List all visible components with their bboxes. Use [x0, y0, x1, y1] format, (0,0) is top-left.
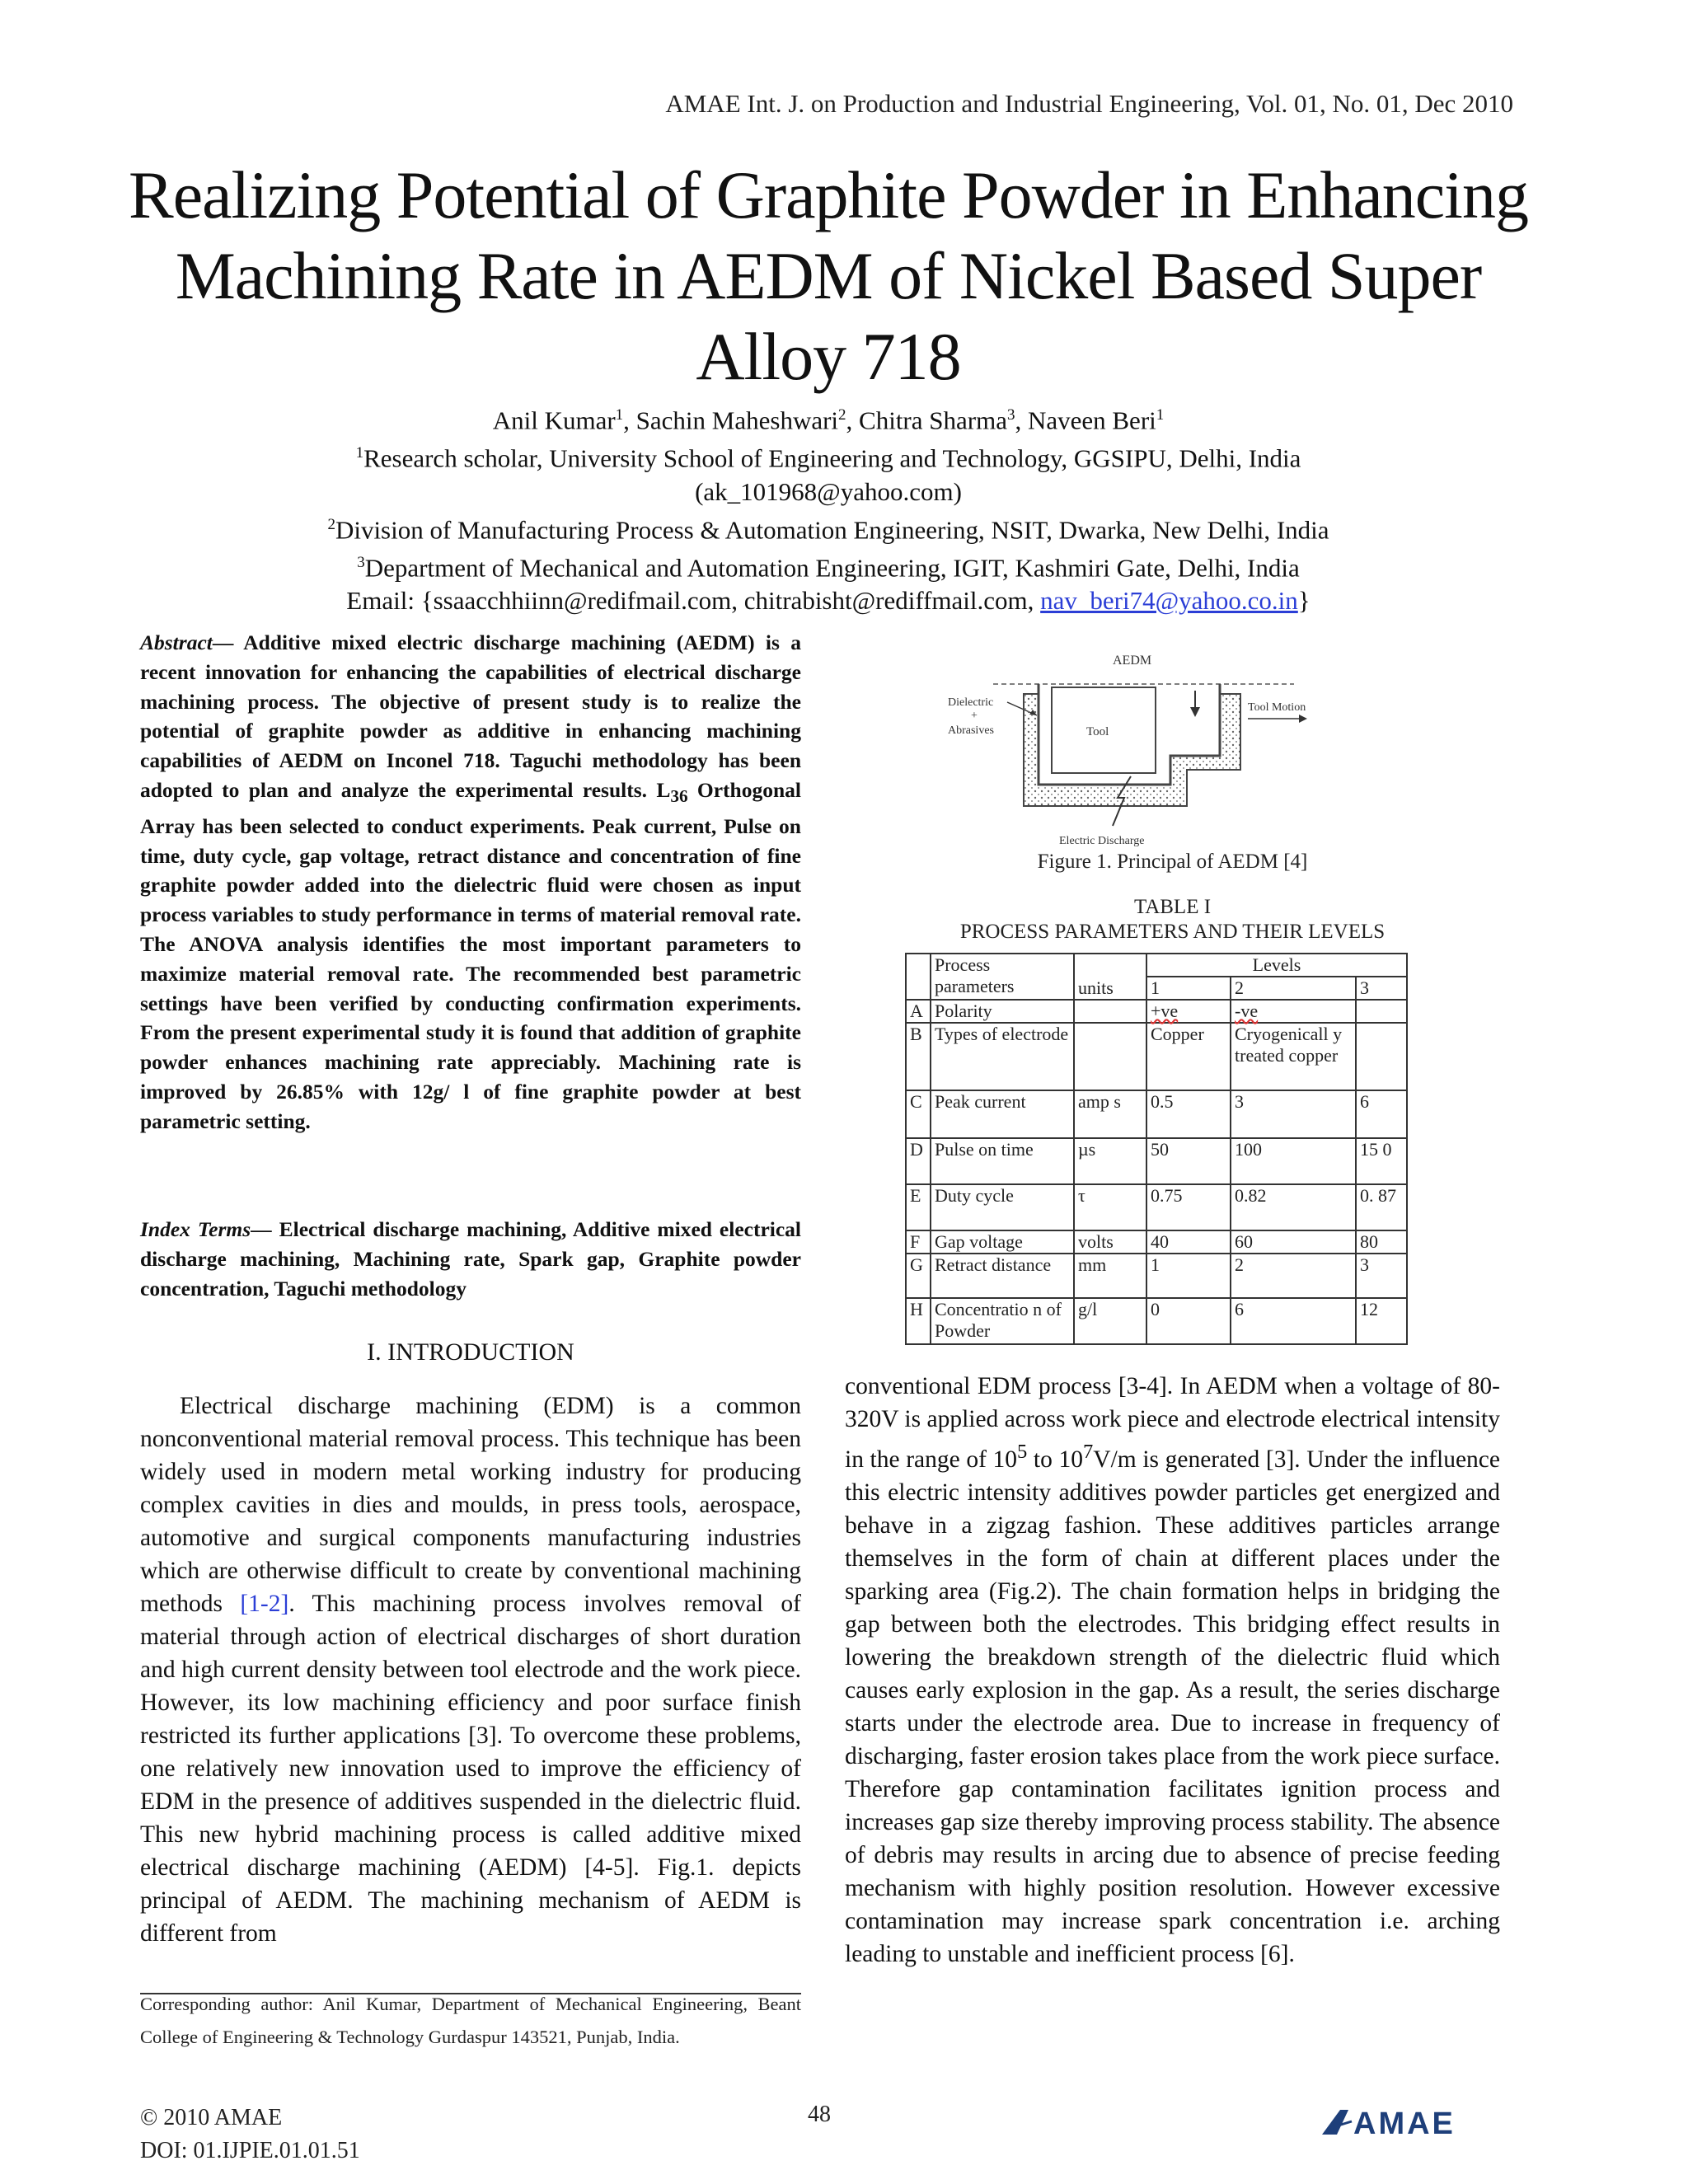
table-row	[906, 1000, 1407, 1023]
abstract	[140, 628, 801, 1137]
abstract-text-cont: Orthogonal Array has been selected to conduct experiments. Peak current, Pulse on time, duty cycle, gap voltage, retract distance and concentration of fine graphite powder added into the dielectric fluid were chosen as input process variables to study performance in terms of material removal rate. The ANOVA analysis identifies the most important parameters to maximize material removal rate. The recommended best parametric settings have been verified by conducting confirmation experiments. From the present experimental study it is found that addition of graphite powder enhances machining rate appreciably. Machining rate is improved by 26.85% with 12g/ l of fine graphite powder at best parametric setting.	[140, 777, 801, 1133]
row-code: E	[906, 1184, 931, 1230]
intro-col2-text: V/m is generated [3]. Under the influence this electric intensity additives powder particles get energized and behave in a zigzag fashion. These additives particles arrange themselves in the form of chain at different places under the sparking area (Fig.2). The chain formation helps in bridging the gap between both the electrodes. This bridging effect results in lowering the breakdown strength of the dielectric fluid which causes early explosion in the gap. As a result, the series discharge starts under the electrode area. Due to increase in frequency of discharging, faster erosion takes place from the work piece surface. Therefore gap contamination facilitates ignition process and increases gap size thereby improving process stability. The absence of debris may results in arcing due to absence of precise feeding mechanism with highly position resolution. However excessive contamination may increase spark concentration i.e. arching leading to unstable and inefficient process [6].	[845, 1446, 1500, 1967]
table-row	[906, 1254, 1407, 1298]
affil-sup: 1	[355, 444, 364, 462]
author-name: Sachin Maheshwari	[635, 405, 839, 435]
row-code: H	[906, 1298, 931, 1344]
intro-paragraph-col1	[140, 1390, 801, 1950]
process-parameters-table	[905, 953, 1408, 1345]
row-units: amp s	[1074, 1090, 1146, 1138]
row-level-2: 3	[1231, 1090, 1356, 1138]
row-level-1: 1	[1146, 1254, 1231, 1298]
row-code: C	[906, 1090, 931, 1138]
row-units: τ	[1074, 1184, 1146, 1230]
exponent: 7	[1082, 1441, 1094, 1463]
row-level-1: 50	[1146, 1138, 1231, 1184]
author-sup: 1	[1156, 406, 1165, 424]
author-sup: 1	[615, 406, 624, 424]
row-code: D	[906, 1138, 931, 1184]
logo-text: AMAE	[1353, 2107, 1456, 2138]
row-level-1: +ve	[1146, 1000, 1231, 1023]
table-row	[906, 1184, 1407, 1230]
email-prefix: Email: {ssaacchhiinn@redifmail.com, chitrabisht@rediffmail.com,	[346, 586, 1041, 616]
fig-label-dielectric: Dielectric	[948, 696, 994, 709]
figure-aedm-diagram	[948, 644, 1327, 851]
affiliation-2-text: Division of Manufacturing Process & Automation Engineering, NSIT, Dwarka, New Delhi, India	[335, 514, 1329, 544]
fig-arrowhead-down	[1190, 707, 1200, 717]
abstract-dash: —	[212, 630, 244, 654]
email-suffix: }	[1297, 586, 1311, 616]
table-row	[906, 1230, 1407, 1254]
row-level-1: 0.5	[1146, 1090, 1231, 1138]
row-param: Polarity	[931, 1000, 1074, 1023]
footer-doi: DOI: 01.IJPIE.01.01.51	[140, 2138, 360, 2163]
citation-link[interactable]: [1-2]	[240, 1591, 289, 1617]
row-param: Pulse on time	[931, 1138, 1074, 1184]
logo-swoosh-icon	[1322, 2110, 1348, 2135]
row-level-3: 6	[1356, 1090, 1407, 1138]
author-name: Chitra Sharma	[859, 405, 1007, 435]
row-level-2: Cryogenicall y treated copper	[1231, 1023, 1356, 1090]
row-code: G	[906, 1254, 931, 1298]
fig-label-tool: Tool	[1086, 725, 1109, 738]
row-level-2: -ve	[1231, 1000, 1356, 1023]
affiliation-1-text: Research scholar, University School of Engineering and Technology, GGSIPU, Delhi, India	[363, 443, 1301, 473]
journal-header: AMAE Int. J. on Production and Industrial Engineering, Vol. 01, No. 01, Dec 2010	[665, 89, 1513, 118]
row-param: Gap voltage	[931, 1230, 1074, 1254]
footer-left	[140, 2102, 360, 2168]
author-sup: 3	[1006, 406, 1015, 424]
row-level-3: 80	[1356, 1230, 1407, 1254]
row-param: Duty cycle	[931, 1184, 1074, 1230]
footnote: Corresponding author: Anil Kumar, Department of Mechanical Engineering, Beant College of Engineering & Technology Gurdaspur 143521, Punjab, India.	[140, 1994, 801, 2047]
row-units	[1074, 1000, 1146, 1023]
row-code: F	[906, 1230, 931, 1254]
row-level-1: 40	[1146, 1230, 1231, 1254]
row-level-3	[1356, 1000, 1407, 1023]
row-param: Types of electrode	[931, 1023, 1074, 1090]
fig-label-abrasives: Abrasives	[948, 724, 994, 737]
author-name: Anil Kumar	[492, 405, 616, 435]
fig-arrowhead-motion	[1299, 715, 1307, 723]
row-level-3	[1356, 1023, 1407, 1090]
figure-caption: Figure 1. Principal of AEDM [4]	[1037, 851, 1308, 873]
row-level-3: 12	[1356, 1298, 1407, 1344]
intro-paragraph-col2	[845, 1370, 1500, 1971]
abstract-label: Abstract	[140, 630, 213, 654]
header-param: Process parameters	[931, 954, 1074, 1000]
exponent: 5	[1017, 1441, 1028, 1463]
header-units: units	[1074, 954, 1146, 1000]
row-level-1: 0.75	[1146, 1184, 1231, 1230]
row-level-3: 0. 87	[1356, 1184, 1407, 1230]
fig-label-aedm: AEDM	[1113, 654, 1152, 668]
row-param: Peak current	[931, 1090, 1074, 1138]
author-name: Naveen Beri	[1027, 405, 1156, 435]
abstract-text: Additive mixed electric discharge machining (AEDM) is a recent innovation for enhancing the capabilities of electrical discharge machining process. The objective of present study is to realize the potential of graphite powder as additive in enhancing machining capabilities of AEDM on Inconel 718. Taguchi methodology has been adopted to plan and analyze the experimental results. L	[140, 630, 801, 802]
index-terms-dash: —	[251, 1217, 279, 1241]
fig-label-plus: +	[971, 710, 978, 722]
paper-title	[82, 155, 1574, 397]
table-header-row	[906, 954, 1407, 977]
row-level-2: 60	[1231, 1230, 1356, 1254]
row-level-1: 0	[1146, 1298, 1231, 1344]
header-code-cell	[906, 954, 931, 1000]
row-code: B	[906, 1023, 931, 1090]
affiliation-3-text: Department of Mechanical and Automation Engineering, IGIT, Kashmiri Gate, Delhi, India	[364, 553, 1300, 583]
affil-sup: 3	[357, 553, 365, 571]
row-units: µs	[1074, 1138, 1146, 1184]
row-level-1: Copper	[1146, 1023, 1231, 1090]
index-terms-label: Index Terms	[140, 1217, 251, 1241]
table-row	[906, 1138, 1407, 1184]
header-levels: Levels	[1146, 954, 1407, 977]
table-row	[906, 1023, 1407, 1090]
table-caption: PROCESS PARAMETERS AND THEIR LEVELS	[959, 921, 1386, 943]
row-level-3: 3	[1356, 1254, 1407, 1298]
row-level-3: 15 0	[1356, 1138, 1407, 1184]
row-param: Retract distance	[931, 1254, 1074, 1298]
row-level-2: 0.82	[1231, 1184, 1356, 1230]
index-terms	[140, 1215, 801, 1304]
author-list: Anil Kumar$^1$, Sachin Maheshwari$^2$, Chitra Sharma$^3$, Naveen Beri$^1$	[492, 405, 1165, 435]
fig-label-tool-motion: Tool Motion	[1248, 701, 1306, 714]
table-row	[906, 1298, 1407, 1344]
table-row	[906, 1090, 1407, 1138]
row-level-2: 2	[1231, 1254, 1356, 1298]
title-line-1: Realizing Potential of Graphite Powder in Enhancing	[129, 157, 1528, 232]
affil-sup: 2	[327, 515, 335, 533]
email-1: (ak_101968@yahoo.com)	[695, 476, 962, 506]
intro-text-cont: . This machining process involves removal of material through action of electrical discharges of short duration and high current density between tool electrode and the work piece. However, its low machining efficiency and poor surface finish restricted its further applications [3]. To overcome these problems, one relatively new innovation used to improve the efficiency of EDM in the presence of additives suspended in the dielectric fluid. This new hybrid machining process is called additive mixed electrical discharge machining (AEDM) [4-5]. Fig.1. depicts principal of AEDM. The machining mechanism of AEDM is different from	[140, 1591, 802, 1947]
row-units	[1074, 1023, 1146, 1090]
author-sup: 2	[838, 406, 846, 424]
row-level-2: 100	[1231, 1138, 1356, 1184]
intro-col2-text: conventional EDM process [3-4]. In AEDM when a voltage of 80-320V is applied across work piece and electrode electrical intensity in the range of 10	[845, 1373, 1500, 1473]
fig-label-electric-discharge: Electric Discharge	[1059, 835, 1145, 847]
row-units: volts	[1074, 1230, 1146, 1254]
header-level-2: 2	[1231, 977, 1356, 1000]
row-units: g/l	[1074, 1298, 1146, 1344]
affiliation-3	[82, 546, 1574, 584]
title-line-3: Alloy 718	[696, 319, 961, 394]
abstract-subscript: 36	[670, 786, 688, 807]
affiliation-1	[82, 437, 1574, 475]
page-number: 48	[808, 2102, 831, 2127]
title-line-2: Machining Rate in AEDM of Nickel Based Super	[175, 238, 1482, 313]
email-link[interactable]: nav_beri74@yahoo.co.in	[1040, 586, 1298, 616]
header-level-3: 3	[1356, 977, 1407, 1000]
table-number: TABLE I	[1133, 896, 1212, 918]
row-level-2: 6	[1231, 1298, 1356, 1344]
row-units: mm	[1074, 1254, 1146, 1298]
header-level-1: 1	[1146, 977, 1231, 1000]
section-heading-introduction: I. INTRODUCTION	[367, 1338, 574, 1366]
email-line	[82, 584, 1574, 617]
index-terms-text: Electrical discharge machining, Additive mixed electrical discharge machining, Machining rate, Spark gap, Graphite powder concentration, Taguchi methodology	[140, 1217, 801, 1301]
table-title	[845, 895, 1500, 944]
intro-text: Electrical discharge machining (EDM) is a common nonconventional material removal process. This technique has been widely used in modern metal working industry for producing complex cavities in dies and moulds, in press tools, aerospace, automotive and surgical components manufacturing industries which are otherwise difficult to create by conventional machining methods	[140, 1393, 801, 1617]
footer-copyright: © 2010 AMAE	[140, 2105, 283, 2130]
intro-col2-text: to 10	[1027, 1446, 1083, 1473]
authors-block	[82, 399, 1574, 617]
row-param: Concentratio n of Powder	[931, 1298, 1074, 1344]
affiliation-2	[82, 509, 1574, 546]
amae-logo	[1319, 2105, 1502, 2138]
row-code: A	[906, 1000, 931, 1023]
